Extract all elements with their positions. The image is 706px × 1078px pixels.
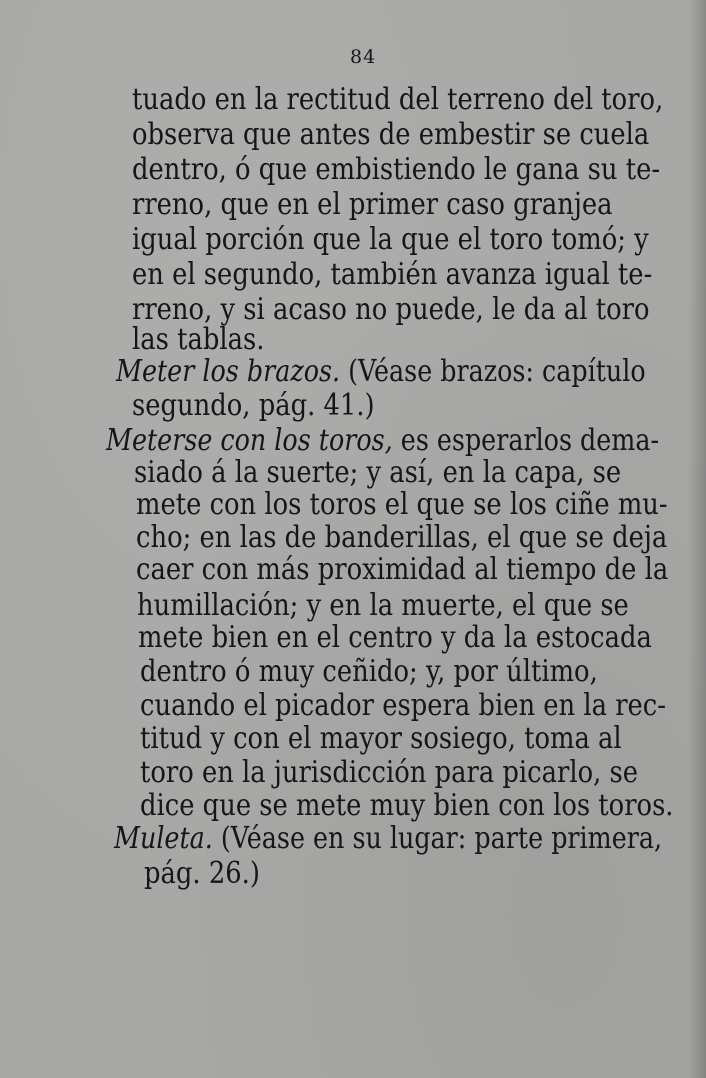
text-line [140,654,598,690]
line-text: mete con los toros el que se los ciñe mu- [136,487,668,522]
text-line [136,487,668,523]
text-line [138,620,652,656]
text-line [136,520,667,556]
line-text: humillación; y en la muerte, el que se [137,588,629,623]
line-text: segundo, pág. 41.) [132,388,375,423]
line-text: toro en la jurisdicción para picarlo, se [140,755,639,790]
text-line [132,187,613,223]
entry-line [114,820,662,856]
line-text: (Véase brazos: capítulo [340,354,646,388]
text-line [140,688,666,724]
line-text: dentro, ó que embistiendo le gana su te- [132,152,661,187]
line-text: observa que antes de embestir se cuela [132,117,650,152]
text-line [140,788,674,824]
line-text: siado á la suerte; y así, en la capa, se [134,455,622,490]
text-line [144,856,260,892]
text-line [132,117,649,153]
line-text: es esperarlos dema- [392,423,660,457]
entry-line [116,353,646,389]
text-line [140,721,622,757]
line-text: en el segundo, también avanza igual te- [132,257,653,292]
text-line [132,82,663,118]
text-line [134,455,621,491]
page-number: 84 [350,46,377,68]
line-text: cho; en las de banderillas, el que se deja [136,520,668,555]
line-text: titud y con el mayor sosiego, toma al [140,721,622,756]
line-text: (Véase en su lugar: parte primera, [212,821,663,855]
entry-term: Meter los brazos. [116,354,341,388]
entry-line [106,422,659,458]
page-edge-shadow [688,0,706,1078]
line-text: tuado en la rectitud del terreno del toro, [132,82,664,117]
line-text: rreno, y si acaso no puede, le da al toro [132,292,650,327]
line-text: rreno, que en el primer caso granjea [132,187,613,222]
text-line [132,257,652,293]
entry-term: Muleta. [114,821,213,855]
text-line [137,588,629,624]
entry-term: Meterse con los toros, [106,423,393,457]
line-text: cuando el picador espera bien en la rec- [140,688,666,723]
text-line [136,552,668,588]
text-line [132,388,375,424]
line-text: caer con más proximidad al tiempo de la [136,552,669,587]
text-line [140,755,638,791]
text-line [132,222,649,258]
line-text: las tablas. [132,322,265,357]
line-text: mete bien en el centro y da la estocada [138,620,652,655]
line-text: igual porción que la que el toro tomó; y [132,222,649,257]
text-line [132,152,660,188]
line-text: pág. 26.) [144,856,260,891]
line-text: dentro ó muy ceñido; y, por último, [140,654,598,689]
line-text: dice que se mete muy bien con los toros. [140,788,674,823]
